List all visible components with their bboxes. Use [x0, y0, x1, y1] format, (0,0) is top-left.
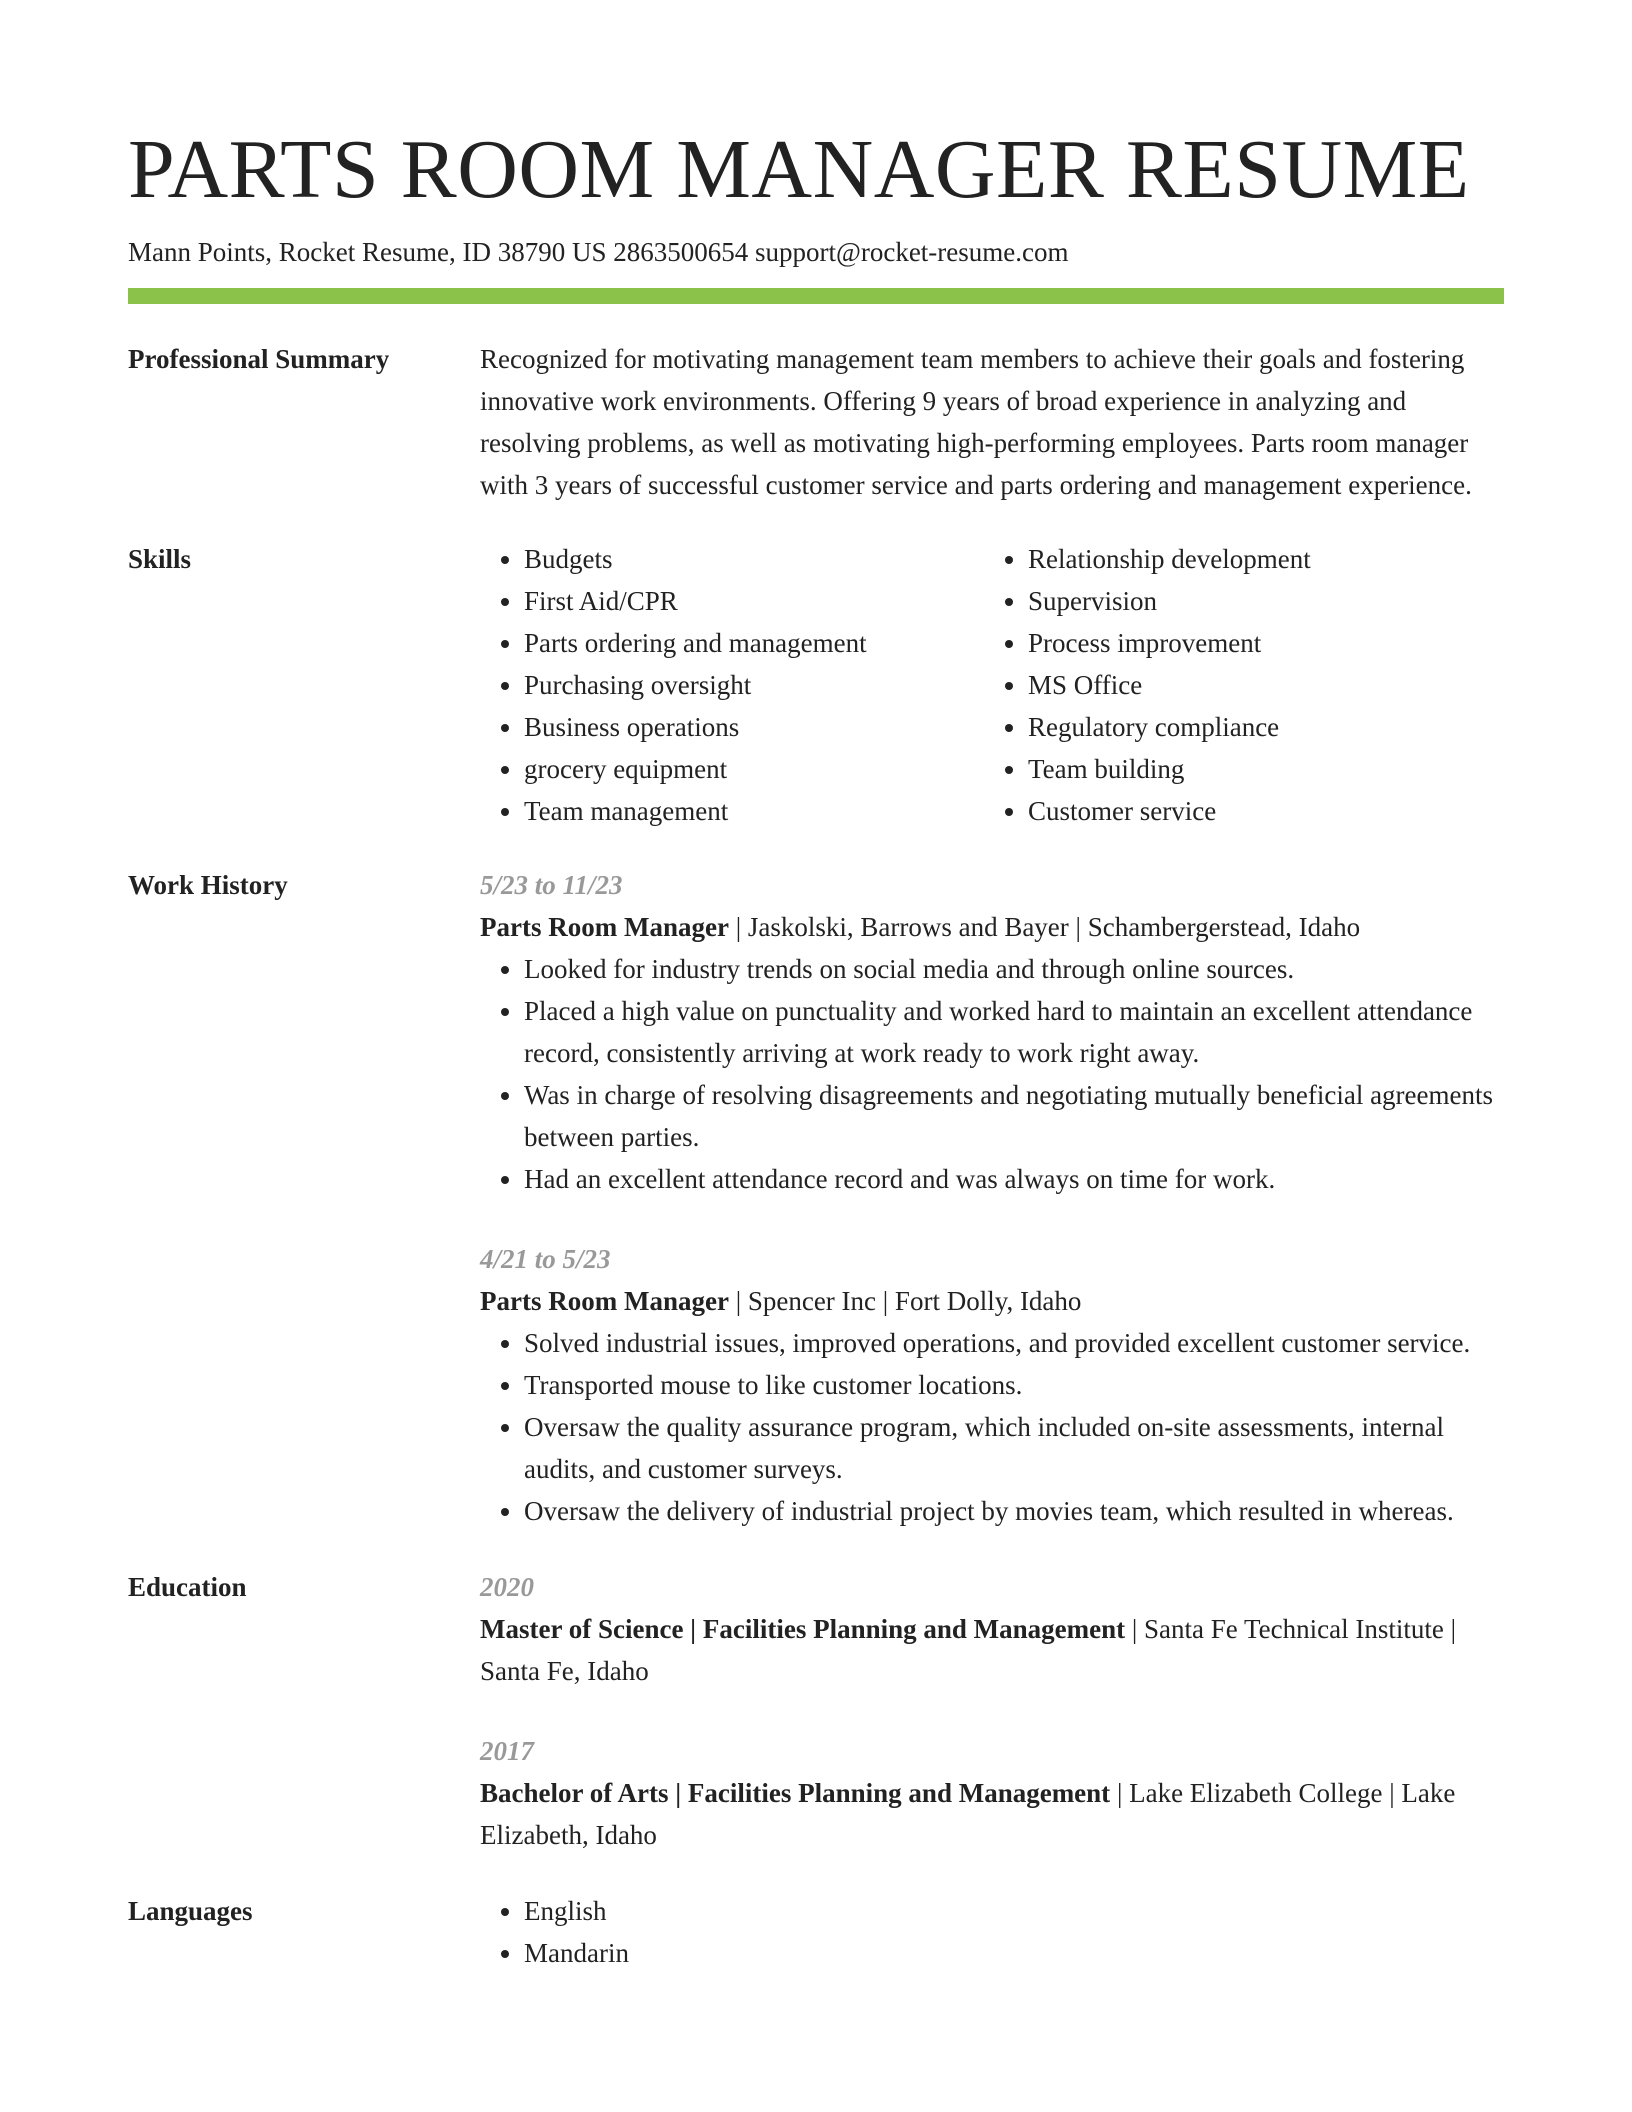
- language-item: • Mandarin: [524, 1932, 1504, 1974]
- summary-section: [128, 338, 1504, 506]
- skill-item: • MS Office: [1028, 664, 1504, 706]
- languages-list-wrap: [480, 1890, 1504, 1974]
- education-heading: [480, 1772, 1504, 1856]
- accent-divider: [128, 288, 1504, 304]
- skill-item: • Customer service: [1028, 790, 1504, 832]
- job-details: | Spencer Inc | Fort Dolly, Idaho: [728, 1286, 1082, 1316]
- languages-list: [480, 1890, 1504, 1974]
- job-title: Parts Room Manager: [480, 1286, 729, 1316]
- skill-item: • Budgets: [524, 538, 984, 580]
- job-heading: [480, 1280, 1504, 1322]
- job-bullet: • Oversaw the delivery of industrial project by movies team, which resulted in whereas.: [524, 1490, 1504, 1532]
- section-label-languages: Languages: [128, 1896, 253, 1926]
- job-entry: [480, 864, 1504, 1200]
- skill-item: • Team management: [524, 790, 984, 832]
- section-label-work: Work History: [128, 870, 288, 900]
- skills-column-2: [984, 538, 1504, 832]
- job-bullet: • Placed a high value on punctuality and worked hard to maintain an excellent attendance record, consistently arriving at work ready to work right away.: [524, 990, 1504, 1074]
- skill-item: • Parts ordering and management: [524, 622, 984, 664]
- education-date: 2020: [480, 1572, 534, 1602]
- languages-section: [128, 1890, 1504, 1974]
- job-bullet: • Was in charge of resolving disagreements and negotiating mutually beneficial agreements between parties.: [524, 1074, 1504, 1158]
- job-entry: [480, 1238, 1504, 1532]
- skill-item: • grocery equipment: [524, 748, 984, 790]
- education-details: | Santa Fe Technical Institute | Santa Fe, Idaho: [480, 1614, 1456, 1686]
- education-entry: [480, 1566, 1504, 1692]
- job-bullets: [480, 1322, 1504, 1532]
- skill-item: • First Aid/CPR: [524, 580, 984, 622]
- education-heading: [480, 1608, 1504, 1692]
- education-date: 2017: [480, 1736, 534, 1766]
- summary-text: Recognized for motivating management team members to achieve their goals and fostering innovative work environments. Offering 9 years of broad experience in analyzing and resolving problems, as well as motivating high-performing employees. Parts room manager with 3 years of successful customer service and parts ordering and management experience.: [480, 344, 1472, 500]
- skill-item: • Relationship development: [1028, 538, 1504, 580]
- education-details: | Lake Elizabeth College | Lake Elizabeth, Idaho: [480, 1778, 1456, 1850]
- skill-item: • Supervision: [1028, 580, 1504, 622]
- job-bullet: • Oversaw the quality assurance program, which included on-site assessments, internal audits, and customer surveys.: [524, 1406, 1504, 1490]
- section-label-education: Education: [128, 1572, 247, 1602]
- job-bullet: • Looked for industry trends on social media and through online sources.: [524, 948, 1504, 990]
- section-label-summary: Professional Summary: [128, 344, 390, 374]
- skills-list: [480, 538, 1504, 832]
- education-entries: [480, 1566, 1504, 1856]
- skills-section: [128, 538, 1504, 832]
- language-item: • English: [524, 1890, 1504, 1932]
- job-date: 4/21 to 5/23: [480, 1244, 611, 1274]
- skill-item: • Team building: [1028, 748, 1504, 790]
- job-date: 5/23 to 11/23: [480, 870, 623, 900]
- job-heading: [480, 906, 1504, 948]
- education-degree: Master of Science | Facilities Planning and Management: [480, 1614, 1126, 1644]
- work-history-section: [128, 864, 1504, 1532]
- skill-item: • Business operations: [524, 706, 984, 748]
- job-title: Parts Room Manager: [480, 912, 729, 942]
- work-entries: [480, 864, 1504, 1532]
- skills-column-1: [480, 538, 984, 832]
- education-section: [128, 1566, 1504, 1856]
- job-bullet: • Had an excellent attendance record and was always on time for work.: [524, 1158, 1504, 1200]
- resume-title: PARTS ROOM MANAGER RESUME: [128, 123, 1470, 216]
- job-bullet: • Transported mouse to like customer locations.: [524, 1364, 1504, 1406]
- education-entry: [480, 1730, 1504, 1856]
- job-bullets: [480, 948, 1504, 1200]
- education-degree: Bachelor of Arts | Facilities Planning and Management: [480, 1778, 1111, 1808]
- job-details: | Jaskolski, Barrows and Bayer | Schambergerstead, Idaho: [728, 912, 1361, 942]
- skill-item: • Process improvement: [1028, 622, 1504, 664]
- contact-line: Mann Points, Rocket Resume, ID 38790 US 2863500654 support@rocket-resume.com: [128, 237, 1069, 267]
- job-bullet: • Solved industrial issues, improved operations, and provided excellent customer service.: [524, 1322, 1504, 1364]
- skill-item: • Purchasing oversight: [524, 664, 984, 706]
- resume-page: [128, 118, 1504, 1974]
- skill-item: • Regulatory compliance: [1028, 706, 1504, 748]
- section-label-skills: Skills: [128, 544, 192, 574]
